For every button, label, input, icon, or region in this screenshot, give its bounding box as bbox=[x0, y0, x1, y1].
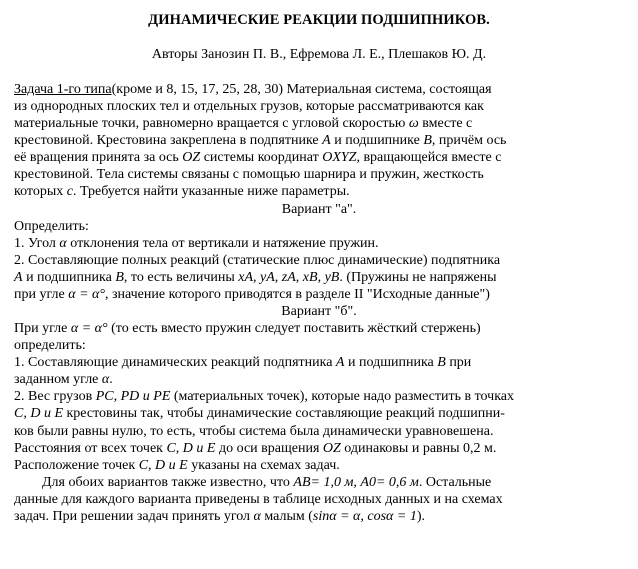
task-intro-3: материальные точки, равномерно вращается с угловой скоростью bbox=[14, 116, 409, 132]
task-intro-paragraph bbox=[14, 81, 624, 201]
task-intro-4b: и подшипнике bbox=[330, 133, 424, 149]
item-b2-part4: Расстояния от всех точек bbox=[14, 440, 167, 456]
determine-label: Определить: bbox=[14, 218, 89, 234]
variant-a-item-2 bbox=[14, 252, 624, 303]
variant-b-item-2 bbox=[14, 388, 624, 473]
item-b2-line3: ков были равны нулю, то есть, чтобы система была динамически уравновешена. bbox=[14, 423, 494, 439]
item-a2-letter-b: B bbox=[115, 269, 124, 285]
letter-a: A bbox=[322, 133, 331, 149]
points-cde-3: C, D и E bbox=[138, 457, 188, 473]
task-intro-2: из однородных плоских тел и отдельных грузов, которые рассматриваются как bbox=[14, 99, 484, 115]
item-b2-part1: 2. Вес грузов bbox=[14, 389, 96, 405]
final-part1: Для обоих вариантов также известно, что bbox=[42, 474, 294, 490]
task-intro-3b: вместе с bbox=[418, 116, 473, 132]
item-a2-mid3: . (Пружины не напряжены bbox=[339, 269, 497, 285]
task-intro-7a: которых bbox=[14, 184, 67, 200]
item-b1-letter-a: A bbox=[335, 355, 345, 371]
final-alpha: α bbox=[253, 508, 261, 524]
axis-oz: OZ bbox=[182, 150, 201, 166]
task-intro-6: крестовиной. Тела системы связаны с помощью шарнира и пружин, жесткость bbox=[14, 167, 484, 183]
item-b-lead-part3: определить: bbox=[14, 338, 86, 354]
item-a1-part2: отклонения тела от вертикали и натяжение пружин. bbox=[66, 235, 379, 251]
variant-b-item-1 bbox=[14, 354, 624, 388]
task-label: Задача 1-го типа bbox=[14, 82, 112, 97]
axis-oz-2: OZ bbox=[322, 440, 341, 456]
points-cde-1: C, D и E bbox=[14, 406, 63, 422]
task-intro-5b: системы координат bbox=[200, 150, 323, 166]
item-a2-line3a: при угле bbox=[14, 286, 69, 302]
points-cde-2: C, D и E bbox=[166, 440, 216, 456]
final-part4: малым ( bbox=[260, 508, 313, 524]
item-a2-mid1: и подшипника bbox=[22, 269, 116, 285]
item-b1-part3: при bbox=[445, 355, 472, 371]
item-b2-part3: крестовины так, чтобы динамические составляющие реакций подшипни- bbox=[63, 406, 505, 422]
known-values: AB= 1,0 м, A0= 0,6 м bbox=[293, 474, 419, 490]
final-part3: задач. При решении задач принять угол bbox=[14, 508, 254, 524]
loads-symbols: PC, PD и PE bbox=[95, 389, 171, 405]
document-body bbox=[14, 81, 624, 525]
final-paragraph bbox=[14, 474, 624, 525]
task-intro-7b: . Требуется найти указанные ниже параметры. bbox=[72, 184, 350, 200]
task-intro-4c: , причём ось bbox=[431, 133, 507, 149]
page-title: ДИНАМИЧЕСКИЕ РЕАКЦИИ ПОДШИПНИКОВ. bbox=[148, 12, 490, 28]
item-b1-alpha: α bbox=[101, 372, 110, 388]
item-b1-part5: . bbox=[109, 372, 113, 388]
item-b2-part2: (материальных точек), которые надо разместить в точках bbox=[170, 389, 514, 405]
item-a2-line3b: , значение которого приводятся в разделе II "Исходные данные") bbox=[104, 286, 490, 302]
item-a2-line1: 2. Составляющие полных реакций (статические плюс динамические) подпятника bbox=[14, 252, 501, 268]
variant-b-heading: Вариант "б". bbox=[281, 304, 357, 320]
alpha-equation: α = α° bbox=[68, 286, 105, 302]
alpha-equation-b: α = α° bbox=[70, 321, 108, 337]
item-b2-part5: до оси вращения bbox=[215, 440, 323, 456]
item-a1-part1: 1. Угол bbox=[14, 235, 60, 251]
item-b2-part6: одинаковы и равны 0,2 м. bbox=[340, 440, 497, 456]
item-a2-letter-a: A bbox=[14, 269, 23, 285]
item-b1-letter-b: B bbox=[437, 355, 446, 371]
item-b1-part4: заданном угле bbox=[14, 372, 102, 388]
axes-oxyz: OXYZ bbox=[322, 150, 357, 166]
letter-b: B bbox=[423, 133, 432, 149]
task-intro-1: (кроме и 8, 15, 17, 25, 28, 30) Материальная система, состоящая bbox=[111, 82, 492, 97]
final-part2: . Остальные bbox=[418, 474, 492, 490]
variant-b-lead bbox=[14, 320, 624, 354]
item-b-lead-part1: При угле bbox=[14, 321, 71, 337]
task-intro-5c: , вращающейся вместе с bbox=[356, 150, 502, 166]
item-b-lead-part2: (то есть вместо пружин следует поставить жёсткий стержень) bbox=[107, 321, 481, 337]
reaction-components: xA, yA, zA, xB, yB bbox=[238, 269, 340, 285]
task-intro-4a: крестовиной. Крестовина закреплена в подпятнике bbox=[14, 133, 323, 149]
item-b2-part8: указаны на схемах задач. bbox=[187, 457, 340, 473]
authors-line: Авторы Занозин П. В., Ефремова Л. Е., Плешаков Ю. Д. bbox=[151, 47, 487, 62]
alpha-symbol: α bbox=[59, 235, 67, 251]
small-angle-approx: sinα = α, cosα = 1 bbox=[312, 508, 417, 524]
item-b2-part7: Расположение точек bbox=[14, 457, 139, 473]
item-a2-mid2: , то есть величины bbox=[123, 269, 239, 285]
task-intro-5a: её вращения принята за ось bbox=[14, 150, 183, 166]
item-b1-part2: и подшипника bbox=[344, 355, 438, 371]
variant-a-heading: Вариант "а". bbox=[281, 201, 357, 217]
omega-symbol: ω bbox=[408, 116, 419, 132]
letter-c: c bbox=[66, 184, 73, 200]
final-line2: данные для каждого варианта приведены в таблице исходных данных и на схемах bbox=[14, 491, 503, 507]
item-b1-part1: 1. Составляющие динамических реакций подпятника bbox=[14, 355, 336, 371]
final-part5: ). bbox=[416, 508, 426, 524]
variant-a-item-1 bbox=[14, 235, 624, 252]
